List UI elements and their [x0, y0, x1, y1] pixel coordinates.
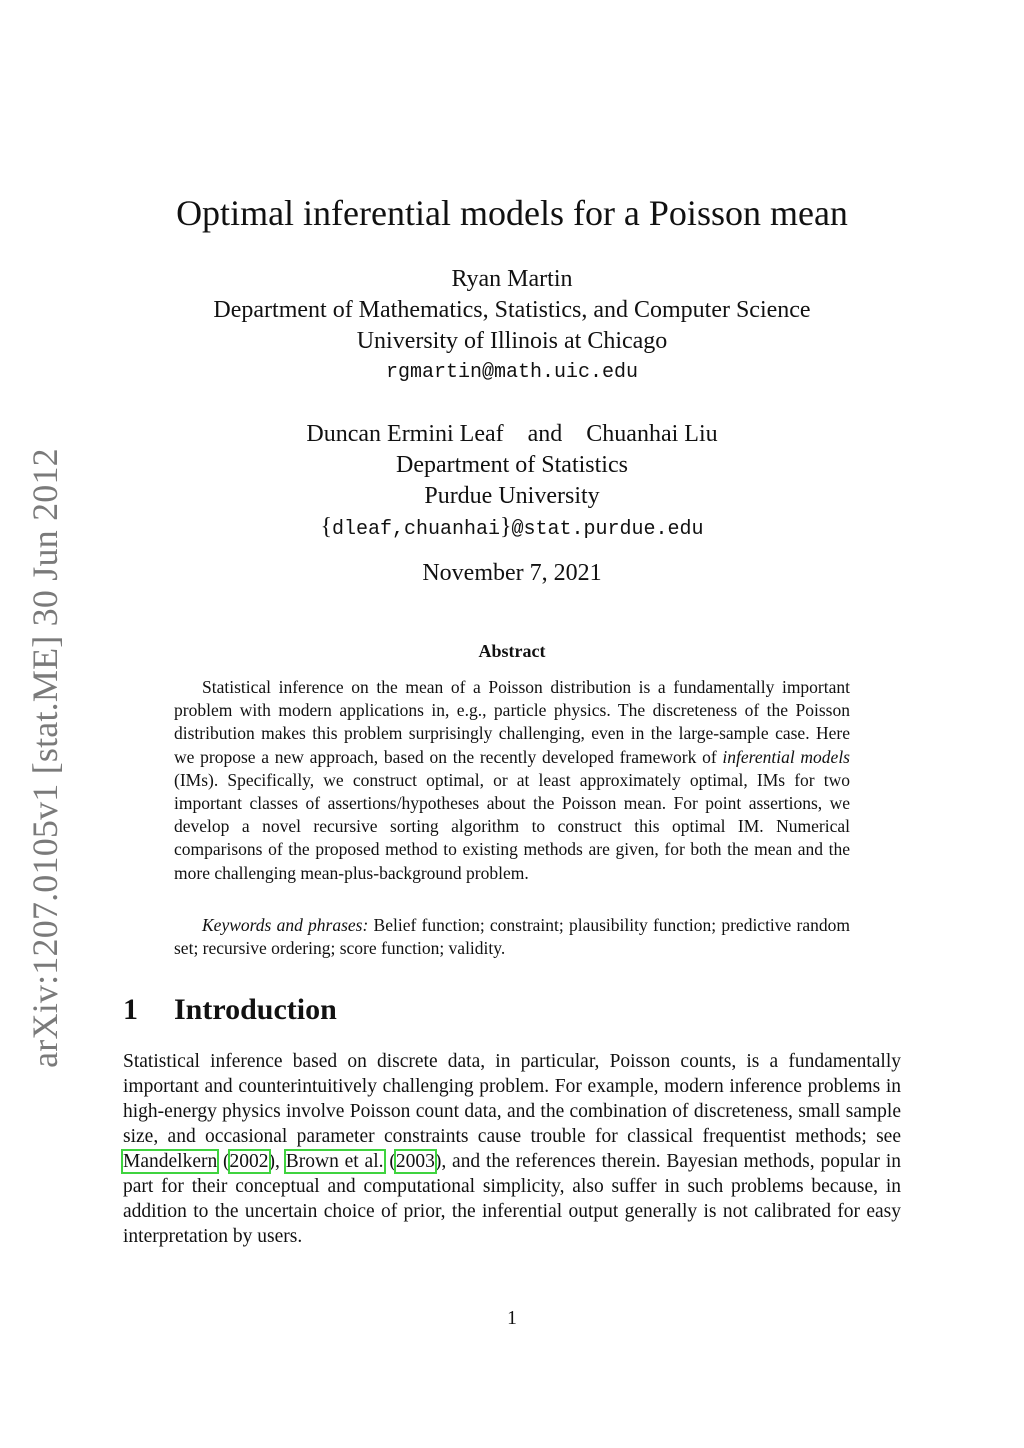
paren-open: ( [217, 1151, 230, 1172]
page-number: 1 [507, 1308, 517, 1329]
arxiv-stamp-text: arXiv:1207.0105v1 [stat.ME] 30 Jun 2012 [25, 448, 65, 1068]
abstract-heading: Abstract [478, 641, 546, 661]
paper-date: November 7, 2021 [422, 560, 602, 586]
abstract-text-part-1: Statistical inference on the mean of a Poisson distribution is a fundamentally important problem with modern applications in, e.g., particle physics. The discreteness of the Poisson distribution makes this problem surprisingly challenging, even in the large-sample case. Here we propose a new approach, based on the recently developed framework of [174, 677, 850, 767]
author-email [0, 512, 1024, 545]
citation-year-link-2002[interactable]: 2002 [229, 1151, 269, 1172]
keywords-list: Belief function; constraint; plausibility function; predictive random set; recursive ordering; score function; validity. [174, 915, 850, 959]
paren-close: ), [268, 1151, 286, 1172]
section-title: Introduction [174, 993, 337, 1026]
section-number: 1 [123, 993, 138, 1026]
author-department: Department of Statistics [396, 452, 628, 478]
email-domain: @stat.purdue.edu [511, 518, 704, 541]
arxiv-stamp [0, 0, 65, 1068]
author-name-liu: Chuanhai Liu [586, 421, 718, 447]
abstract-italic-term: inferential models [722, 746, 850, 767]
abstract-text-part-2: (IMs). Specifically, we construct optimal, or at least approximately optimal, IMs for two important classes of assertions/hypotheses about the Poisson mean. For point assertions, we develop a novel recursive sorting algorithm to construct this optimal IM. Numerical comparisons of the proposed method to existing methods are given, for both the mean and the more challenging mean-plus-background problem. [174, 769, 850, 883]
intro-text-part-1: Statistical inference based on discrete data, in particular, Poisson counts, is a fundamentally important and counterintuitively challenging problem. For example, modern inference problems in high-energy physics involve Poisson count data, and the combination of discreteness, small sample size, and occasional parameter constraints cause trouble for classical frequentist methods; see [123, 1051, 901, 1147]
citation-year-link-2003[interactable]: 2003 [395, 1151, 435, 1172]
section-heading [123, 993, 337, 1027]
keywords [174, 914, 850, 960]
author-names [0, 419, 1024, 450]
paren-open: ( [383, 1151, 396, 1172]
author-block-leaf-liu [0, 419, 1024, 545]
intro-text-part-2: ), and the references therein. Bayesian methods, popular in part for their conceptual and computational simplicity, also suffer in such problems because, in addition to the uncertain choice of prior, the inferential output generally is not calibrated for easy interpretation by users. [123, 1151, 902, 1247]
citation-link-brown[interactable]: Brown et al. [285, 1151, 384, 1172]
keywords-label: Keywords and phrases: [202, 915, 369, 935]
author-email: rgmartin@math.uic.edu [385, 361, 639, 384]
author-block-martin [0, 264, 1024, 388]
author-department: Department of Mathematics, Statistics, and Computer Science [213, 297, 811, 323]
author-university: Purdue University [424, 483, 600, 509]
brace-close: } [500, 514, 512, 540]
email-users: dleaf,chuanhai [331, 518, 500, 541]
abstract-text [174, 676, 850, 885]
author-university: University of Illinois at Chicago [356, 328, 668, 354]
introduction-paragraph [123, 1049, 901, 1249]
brace-open: { [320, 514, 332, 540]
author-name-leaf: Duncan Ermini Leaf [306, 421, 504, 447]
author-conjunction: and [527, 421, 563, 447]
author-name: Ryan Martin [451, 266, 573, 292]
paper-title: Optimal inferential models for a Poisson mean [176, 193, 848, 233]
citation-link-mandelkern[interactable]: Mandelkern [123, 1151, 218, 1172]
